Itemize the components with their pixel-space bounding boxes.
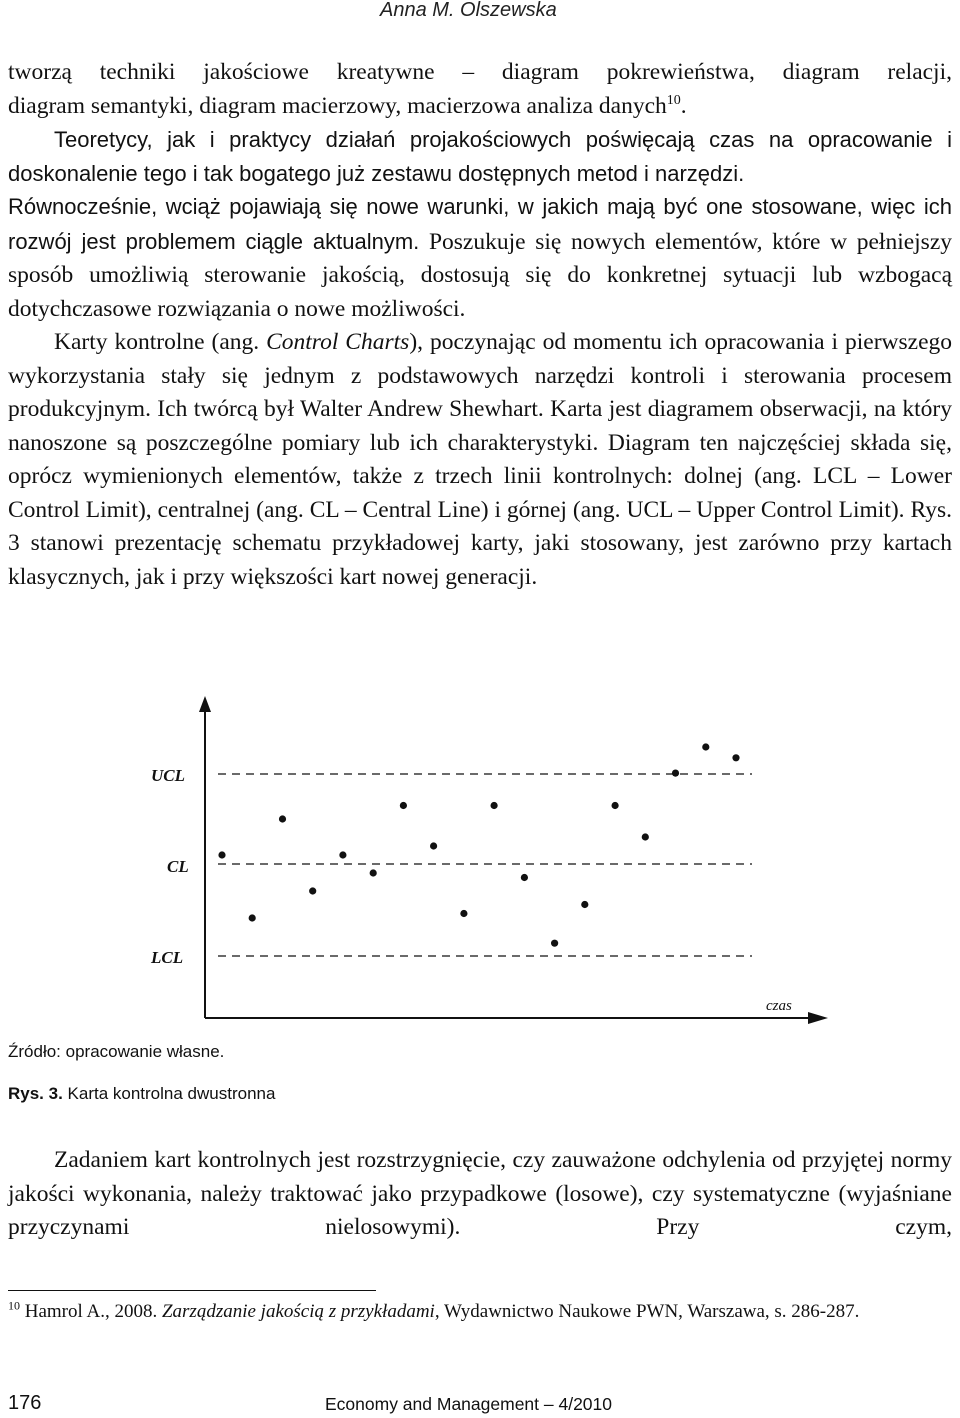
body-text-bottom xyxy=(8,1144,952,1245)
paragraph-4 xyxy=(8,326,952,594)
page-number: 176 xyxy=(8,1392,42,1414)
footnote-rule xyxy=(8,1290,376,1291)
footnote-number: 10 xyxy=(8,1298,20,1313)
data-point xyxy=(642,833,649,840)
paragraph-3-serif: Poszukuje się nowych elementów, które w pełniejszy sposób umożliwią sterowanie jakością, dostosują się do konkretnej sytuacji lub wzbogacą dotychczasowe rozwiązania o nowe możliwości. xyxy=(8,228,953,322)
footnote-ref[interactable]: 10 xyxy=(666,92,681,108)
running-header-author: Anna M. Olszewska xyxy=(380,0,557,21)
paragraph-4-start: Karty kontrolne (ang. xyxy=(54,329,267,355)
data-point xyxy=(672,770,679,777)
figure-caption-text: Karta kontrolna dwustronna xyxy=(62,1084,276,1103)
footnote-text-a: Hamrol A., 2008. xyxy=(20,1301,162,1322)
journal-footer: Economy and Management – 4/2010 xyxy=(325,1394,612,1414)
data-point xyxy=(339,851,346,858)
data-point xyxy=(581,901,588,908)
paragraph-3 xyxy=(8,190,952,326)
data-point xyxy=(279,815,286,822)
figure-source: Źródło: opracowanie własne. xyxy=(8,1042,225,1061)
figure-caption xyxy=(8,1084,275,1104)
data-point xyxy=(249,914,256,921)
ucl-label: UCL xyxy=(151,766,185,785)
lcl-label: LCL xyxy=(151,948,184,967)
paragraph-1-line-2: diagram semantyki, diagram macierzowy, macierzowa analiza danych xyxy=(8,92,667,119)
paragraph-1-end xyxy=(8,90,952,124)
figure-caption-number: Rys. 3. xyxy=(8,1084,63,1103)
paragraph-5: Zadaniem kart kontrolnych jest rozstrzygnięcie, czy zauważone odchylenia od przyjętej normy jakości wykonania, należy traktować jako przypadkowe (losowe), czy systematyczne (wyjaśniane przyczynami nielosowymi). Przy czym, xyxy=(8,1147,952,1240)
data-point xyxy=(370,869,377,876)
data-point xyxy=(551,940,558,947)
paragraph-3-sans: Równocześnie, wciąż pojawiają się nowe warunki, w jakich mają być one stosowane, więc ich rozwój jest problemem ciągle aktualnym. xyxy=(8,194,952,254)
paragraph-1-line-1: tworzą techniki jakościowe kreatywne – diagram pokrewieństwa, diagram relacji, xyxy=(8,59,952,85)
cl-label: CL xyxy=(167,857,189,876)
data-point xyxy=(460,910,467,917)
data-point xyxy=(612,802,619,809)
footnote xyxy=(8,1298,952,1326)
time-axis-label: czas xyxy=(766,998,792,1014)
footnote-title: Zarządzanie jakością z przykładami xyxy=(161,1301,435,1322)
footnote-text-b: , Wydawnictwo Naukowe PWN, Warszawa, s. 286-287. xyxy=(434,1301,860,1322)
paragraph-1-period: . xyxy=(680,92,687,119)
data-point xyxy=(732,754,739,761)
data-point xyxy=(521,874,528,881)
control-chart-figure xyxy=(140,690,840,1030)
paragraph-2: Teoretycy, jak i praktycy działań projakościowych poświęcają czas na opracowanie i doskonalenie tego i tak bogatego już zestawu dostępnych metod i narzędzi. xyxy=(8,127,952,186)
data-point xyxy=(218,851,225,858)
data-point xyxy=(309,887,316,894)
data-point xyxy=(491,802,498,809)
data-point xyxy=(702,743,709,750)
data-points xyxy=(218,743,739,946)
data-point xyxy=(400,802,407,809)
paragraph-4-italic: Control Charts xyxy=(266,329,410,355)
body-text-top xyxy=(8,56,952,594)
control-chart-svg xyxy=(140,690,840,1030)
data-point xyxy=(430,842,437,849)
x-axis-arrow xyxy=(808,1012,828,1024)
paragraph-4-rest: ), poczynając od momentu ich opracowania i pierwszego wykorzystania stały się jednym z podstawowych narzędzi kontroli i sterowania procesem produkcyjnym. Ich twórcą był Walter Andrew Shewhart. Karta jest diagramem obserwacji, na który nanoszone są poszczególne pomiary lub ich charakterystyki. Diagram ten najczęściej składa się, oprócz wymienionych elementów, także z trzech linii kontrolnych: dolnej (ang. LCL – Lower Control Limit), centralnej (ang. CL – Central Line) i górnej (ang. UCL – Upper Control Limit). Rys. 3 stanowi prezentację schematu przykładowej karty, jaki stosowany, jest zarówno przy kartach klasycznych, jak i przy większości kart nowej generacji. xyxy=(8,329,953,590)
y-axis-arrow xyxy=(199,696,211,712)
paragraph-1 xyxy=(8,56,952,90)
